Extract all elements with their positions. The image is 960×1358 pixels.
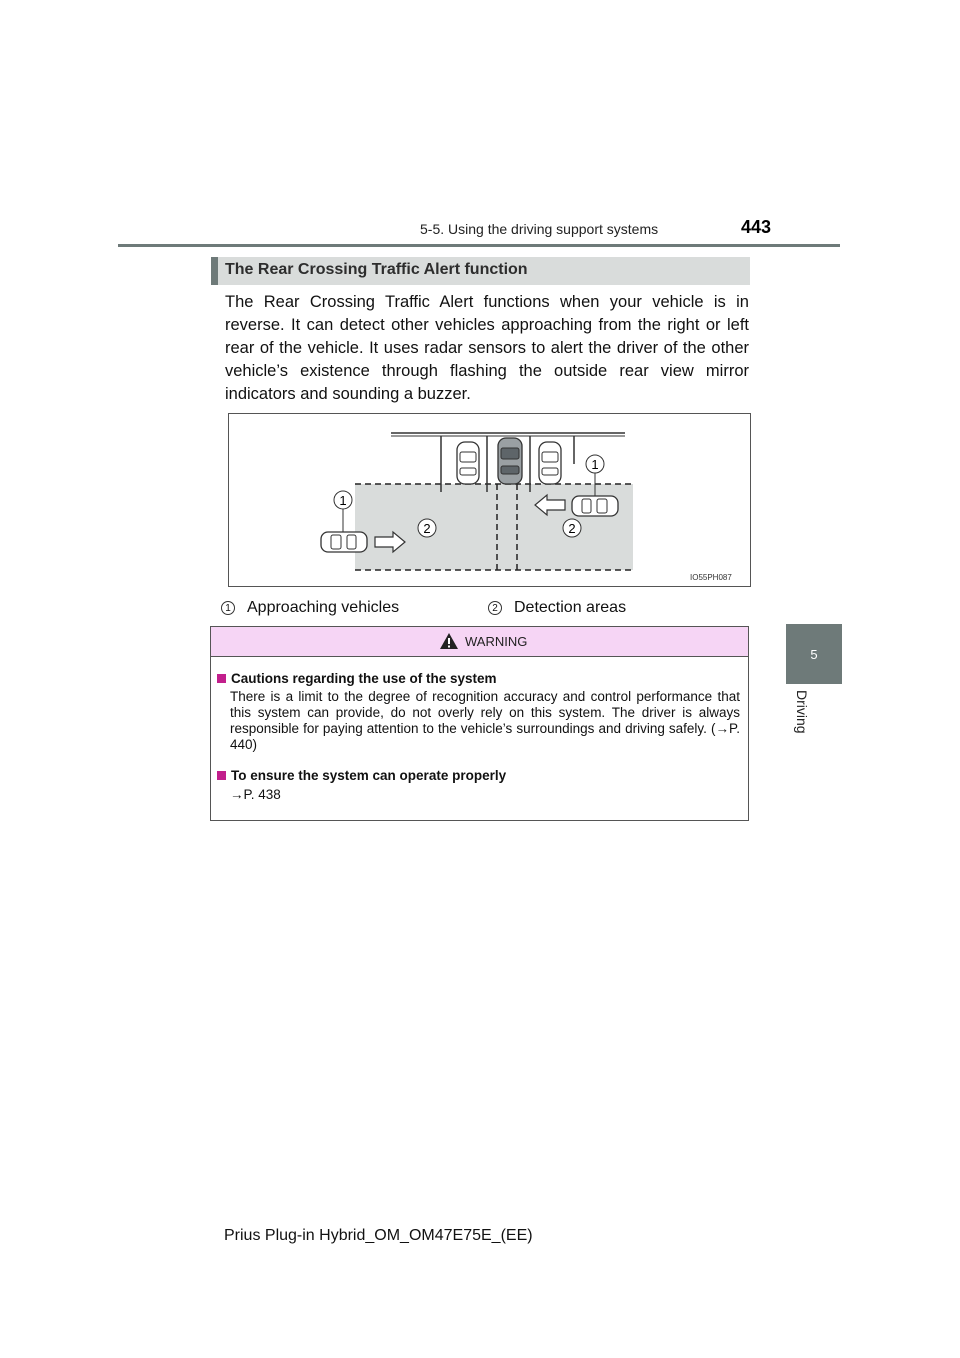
- section-title: The Rear Crossing Traffic Alert function: [225, 261, 528, 278]
- running-header: 5-5. Using the driving support systems: [420, 221, 659, 237]
- legend-number: 2: [488, 601, 502, 615]
- warning-triangle-icon: [439, 632, 459, 650]
- legend-number: 1: [221, 601, 235, 615]
- legend-label: Approaching vehicles: [247, 599, 400, 616]
- warning-item-body: There is a limit to the degree of recognition accuracy and control performance that this system can provide, do not overly rely on this system. The driver is always responsible for paying attention to the vehicle’s surroundings and driving safely. (→P. 440): [230, 689, 740, 752]
- parking-diagram: [229, 414, 750, 586]
- callout-2-right: 2: [568, 521, 576, 536]
- legend-item: [221, 599, 399, 617]
- chapter-title: Driving: [794, 690, 810, 734]
- bullet-square-icon: [217, 771, 226, 780]
- section-heading: [211, 257, 750, 285]
- bullet-square-icon: [217, 674, 226, 683]
- approaching-vehicle-right: [572, 496, 618, 516]
- warning-title: WARNING: [465, 634, 528, 649]
- warning-item-heading-text: Cautions regarding the use of the system: [231, 671, 497, 686]
- warning-item-body: →P. 438: [230, 787, 281, 802]
- warning-header: [211, 627, 748, 657]
- chapter-tab: 5: [786, 624, 842, 684]
- header-rule: [118, 244, 840, 247]
- warning-item-heading: [217, 671, 497, 686]
- parked-car: [539, 442, 561, 484]
- rcta-illustration: [228, 413, 751, 587]
- section-paragraph: The Rear Crossing Traffic Alert functions when your vehicle is in reverse. It can detect other vehicles approaching from the right or left rear of the vehicle. It uses radar sensors to alert the driver of the other vehicle’s existence through flashing the outside rear view mirror indicators and sounding a buzzer.: [225, 293, 749, 403]
- warning-item-heading-text: To ensure the system can operate properly: [231, 768, 507, 783]
- chapter-tab-label: [796, 690, 836, 750]
- legend-label: Detection areas: [514, 599, 627, 616]
- legend-item: [488, 599, 626, 617]
- callout-1-left: 1: [339, 493, 347, 508]
- parked-car: [457, 442, 479, 484]
- footer-text: Prius Plug-in Hybrid_OM_OM47E75E_(EE): [224, 1227, 533, 1244]
- callout-1-right: 1: [591, 457, 599, 472]
- warning-item-heading: [217, 768, 506, 783]
- callout-2-left: 2: [423, 521, 431, 536]
- section-heading-bar: [211, 257, 218, 285]
- figure-code: IO55PH087: [690, 573, 732, 582]
- page-number: 443: [741, 217, 772, 237]
- own-vehicle: [498, 438, 522, 484]
- warning-box: [210, 626, 749, 821]
- approaching-vehicle-left: [321, 532, 367, 552]
